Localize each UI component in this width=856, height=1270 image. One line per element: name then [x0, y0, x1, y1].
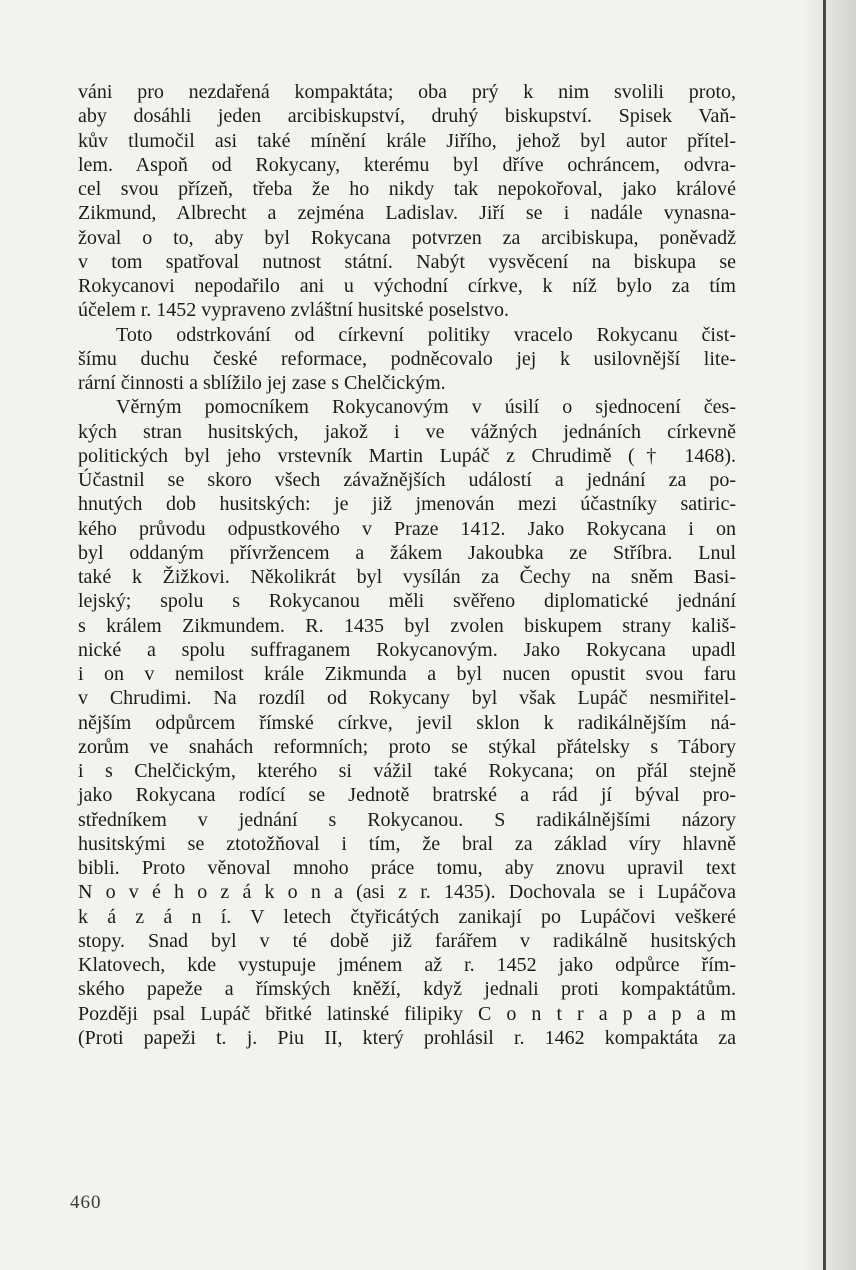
text-line: aby dosáhli jeden arcibiskupství, druhý biskupství. Spisek Vaň- [78, 105, 736, 128]
text-line: politických byl jeho vrstevník Martin Lupáč z Chrudimě († 1468). [78, 444, 736, 467]
text-line: i s Chelčickým, kterého si vážil také Rokycana; on přál stejně [78, 760, 736, 782]
text-line: s králem Zikmundem. R. 1435 byl zvolen biskupem strany kališ- [78, 614, 736, 637]
text-line: bibli. Proto věnoval mnoho práce tomu, aby znovu upravil text [78, 857, 736, 879]
text-line: Rokycanovi nepodařilo ani u východní církve, k níž bylo za tím [78, 275, 736, 297]
text-line: také k Žižkovi. Několikrát byl vysílán za Čechy na sněm Basi- [78, 566, 736, 588]
text-line: Zikmund, Albrecht a zejména Ladislav. Jiří se i nadále vynasna- [78, 202, 736, 225]
text-line: lejský; spolu s Rokycanou měli svěřeno diplomatické jednání [78, 590, 736, 613]
text-line: i on v nemilost krále Zikmunda a byl nucen opustit svou faru [78, 663, 736, 685]
text-line: středníkem v jednání s Rokycanou. S radikálnějšími názory [78, 808, 736, 831]
text-line: žoval o to, aby byl Rokycana potvrzen za arcibiskupa, poněvadž [78, 226, 736, 249]
text-line: šímu duchu české reformace, podněcovalo jej k usilovnější lite- [78, 347, 736, 370]
text-line: stopy. Snad byl v té době již farářem v radikálně husitských [78, 929, 736, 952]
book-binding-edge [823, 0, 826, 1270]
text-line: v tom spatřoval nutnost státní. Nabýt vysvěcení na biskupa se [78, 250, 736, 273]
text-line: hnutých dob husitských: je již jmenován mezi účastníky satiric- [78, 493, 736, 516]
text-line: zorům ve snahách reformních; proto se stýkal přátelsky s Tábory [78, 735, 736, 758]
text-line: (Proti papeži t. j. Piu II, který prohlásil r. 1462 kompaktáta za [78, 1026, 736, 1049]
text-line: kův tlumočil asi také mínění krále Jiřího, jehož byl autor přítel- [78, 129, 736, 152]
text-line: Klatovech, kde vystupuje jménem až r. 1452 jako odpůrce řím- [78, 954, 736, 976]
text-line: Později psal Lupáč břitké latinské filipiky C o n t r a p a p a m [78, 1002, 736, 1025]
text-line: cel svou přízeň, třeba že ho nikdy tak nepokořoval, jako králové [78, 178, 736, 200]
text-line: lem. Aspoň od Rokycany, kterému byl dříve ochráncem, odvra- [78, 153, 736, 176]
text-line: kého průvodu odpustkového v Praze 1412. Jako Rokycana i on [78, 517, 736, 540]
text-line: váni pro nezdařená kompaktáta; oba prý k nim svolili proto, [78, 81, 736, 103]
text-line: v Chrudimi. Na rozdíl od Rokycany byl však Lupáč nesmiřitel- [78, 687, 736, 710]
text-line: N o v é h o z á k o n a (asi z r. 1435). Dochovala se i Lupáčova [78, 881, 736, 904]
text-line: k á z á n í. V letech čtyřicátých zanikají po Lupáčovi veškeré [78, 905, 736, 928]
page-number: 460 [70, 1192, 102, 1213]
text-line: Účastnil se skoro všech závažnějších událostí a jednání za po- [78, 469, 736, 491]
text-line: nějším odpůrcem římské církve, jevil sklon k radikálnějším ná- [78, 711, 736, 734]
paragraph-start-line: Věrným pomocníkem Rokycanovým v úsilí o sjednocení čes- [116, 396, 736, 419]
paragraph-end-line: rární činnosti a sblížilo jej zase s Chelčickým. [78, 372, 446, 394]
body-text [78, 80, 736, 1050]
text-line: byl oddaným přívržencem a žákem Jakoubka ze Stříbra. Lnul [78, 541, 736, 564]
text-line: kých stran husitských, jakož i ve vážných jednáních církevně [78, 420, 736, 443]
paragraph-start-line: Toto odstrkování od církevní politiky vracelo Rokycanu čist- [116, 323, 736, 346]
text-line: husitskými se ztotožňoval i tím, že bral za základ víry hlavně [78, 832, 736, 855]
paragraph-end-line: účelem r. 1452 vypraveno zvláštní husitské poselstvo. [78, 299, 510, 322]
page-edge-shadow [804, 0, 856, 1270]
text-line: ského papeže a římských kněží, když jednali proti kompaktátům. [78, 978, 736, 1001]
text-line: nické a spolu suffraganem Rokycanovým. Jako Rokycana upadl [78, 638, 736, 661]
text-line: jako Rokycana rodící se Jednotě bratrské a rád jí býval pro- [78, 784, 736, 807]
